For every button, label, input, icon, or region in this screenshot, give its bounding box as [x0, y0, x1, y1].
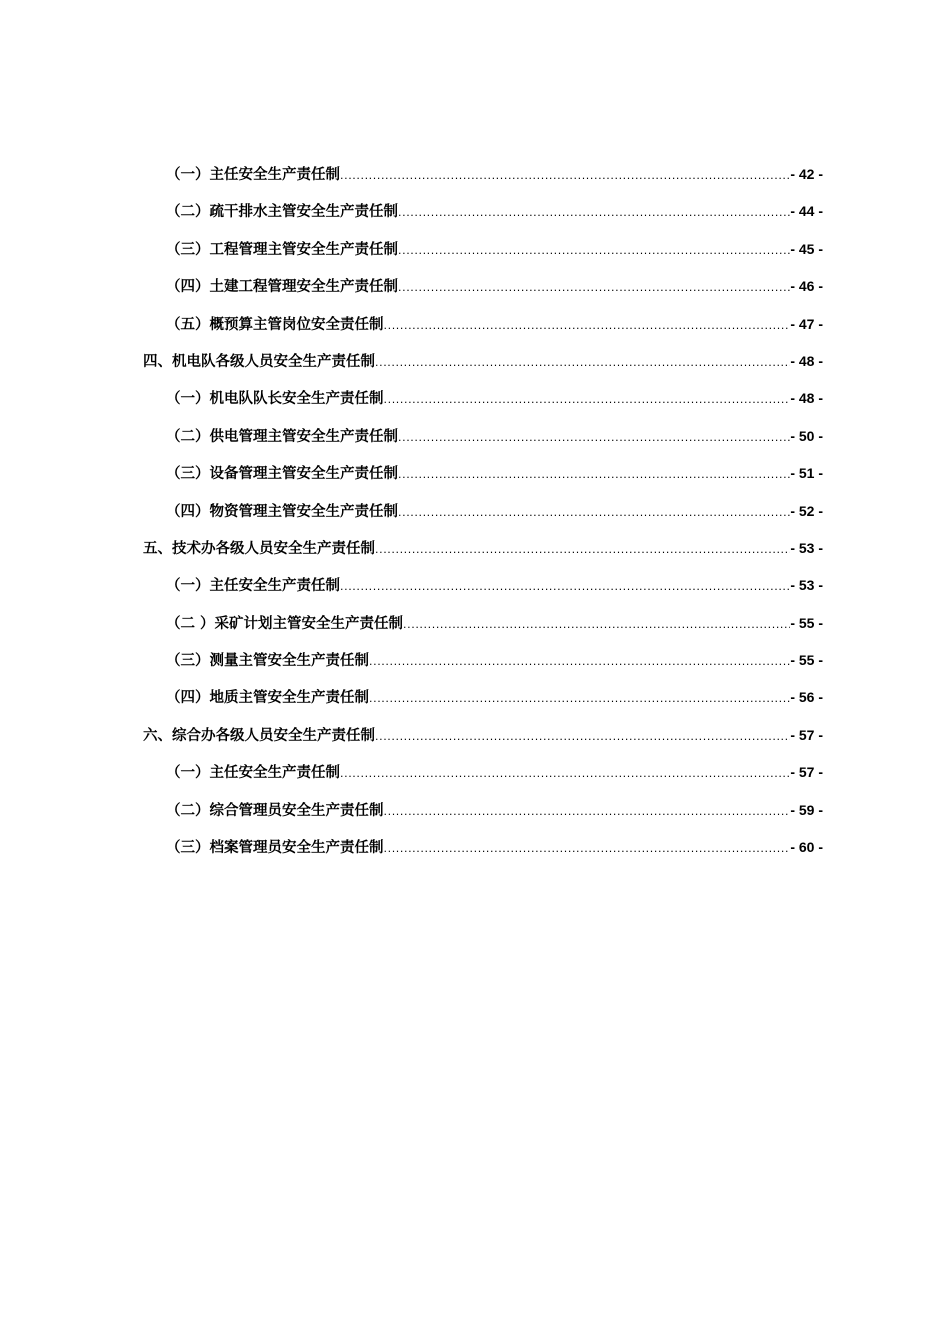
toc-leader-dots [384, 793, 791, 830]
toc-leader-dots [375, 531, 790, 568]
toc-entry-page: - 60 - [790, 839, 823, 856]
toc-leader-dots [403, 606, 790, 643]
toc-leader-dots [375, 718, 790, 755]
toc-entry-page: - 59 - [790, 801, 823, 818]
toc-leader-dots [340, 157, 790, 194]
toc-leader-dots [398, 494, 790, 531]
toc-leader-dots [384, 381, 791, 418]
toc-entry[interactable] [0, 380, 950, 417]
toc-entry[interactable] [0, 792, 950, 829]
toc-entry-title: （二）疏干排水主管安全生产责任制 [166, 204, 398, 221]
toc-entry-title: （二 ）采矿计划主管安全生产责任制 [166, 615, 404, 632]
toc-entry-title: 六、综合办各级人员安全生产责任制 [143, 727, 375, 744]
toc-entry-page: - 52 - [790, 502, 823, 519]
toc-entry[interactable] [0, 455, 950, 492]
toc-entry-title: （二）综合管理员安全生产责任制 [166, 802, 384, 819]
toc-entry[interactable] [0, 156, 950, 193]
toc-entry-page: - 50 - [790, 427, 823, 444]
toc-entry-page: - 56 - [790, 689, 823, 706]
toc-leader-dots [340, 568, 790, 605]
toc-leader-dots [398, 194, 790, 231]
toc-entry-page: - 53 - [790, 539, 823, 556]
toc-entry[interactable] [0, 231, 950, 268]
toc-entry-title: （三）工程管理主管安全生产责任制 [166, 241, 398, 258]
toc-entry-page: - 57 - [790, 726, 823, 743]
toc-entry-title: （一）机电队队长安全生产责任制 [166, 391, 384, 408]
toc-entry[interactable] [0, 193, 950, 230]
toc-leader-dots [384, 307, 791, 344]
toc-entry[interactable] [0, 567, 950, 604]
toc-entry-page: - 55 - [790, 614, 823, 631]
toc-section-heading[interactable] [0, 717, 950, 754]
toc-leader-dots [369, 643, 790, 680]
toc-entry-page: - 45 - [790, 240, 823, 257]
toc-leader-dots [398, 456, 790, 493]
toc-entry-page: - 55 - [790, 652, 823, 669]
toc-entry-title: 五、技术办各级人员安全生产责任制 [143, 540, 375, 557]
toc-entry-title: （四）地质主管安全生产责任制 [166, 690, 369, 707]
toc-entry[interactable] [0, 642, 950, 679]
toc-entry[interactable] [0, 829, 950, 866]
toc-entry[interactable] [0, 679, 950, 716]
toc-entry-title: （三）档案管理员安全生产责任制 [166, 840, 384, 857]
toc-entry[interactable] [0, 605, 950, 642]
toc-leader-dots [375, 344, 790, 381]
toc-entry-title: （二）供电管理主管安全生产责任制 [166, 428, 398, 445]
toc-leader-dots [398, 269, 790, 306]
toc-leader-dots [398, 419, 790, 456]
toc-leader-dots [384, 830, 791, 867]
toc-entry-page: - 42 - [790, 166, 823, 182]
toc-entry-title: （四）物资管理主管安全生产责任制 [166, 503, 398, 520]
toc-entry-page: - 57 - [790, 764, 823, 781]
toc-entry-title: （一）主任安全生产责任制 [166, 765, 340, 782]
toc-leader-dots [398, 232, 790, 269]
toc-leader-dots [369, 680, 790, 717]
toc-entry-page: - 53 - [790, 577, 823, 594]
toc-section-heading[interactable] [0, 530, 950, 567]
toc-entry[interactable] [0, 418, 950, 455]
toc-entry[interactable] [0, 306, 950, 343]
toc-entry[interactable] [0, 268, 950, 305]
toc-entry-title: （四）土建工程管理安全生产责任制 [166, 279, 398, 296]
toc-entry-title: （五）概预算主管岗位安全责任制 [166, 316, 384, 333]
toc-entry-title: （一）主任安全生产责任制 [166, 578, 340, 595]
toc-section-heading[interactable] [0, 343, 950, 380]
toc-entry-page: - 44 - [790, 203, 823, 220]
toc-entry-page: - 46 - [790, 278, 823, 295]
toc-entry-page: - 48 - [790, 390, 823, 407]
toc-entry-title: （三）设备管理主管安全生产责任制 [166, 466, 398, 483]
toc-entry[interactable] [0, 493, 950, 530]
toc-entry-page: - 48 - [790, 352, 823, 369]
toc-entry-title: （三）测量主管安全生产责任制 [166, 653, 369, 670]
toc-entry-page: - 47 - [790, 315, 823, 332]
toc-entry-title: 四、机电队各级人员安全生产责任制 [143, 353, 375, 370]
toc-entry-page: - 51 - [790, 465, 823, 482]
toc-leader-dots [340, 755, 790, 792]
toc-entry[interactable] [0, 754, 950, 791]
toc-entry-title: （一）主任安全生产责任制 [166, 167, 340, 183]
table-of-contents [0, 156, 950, 866]
